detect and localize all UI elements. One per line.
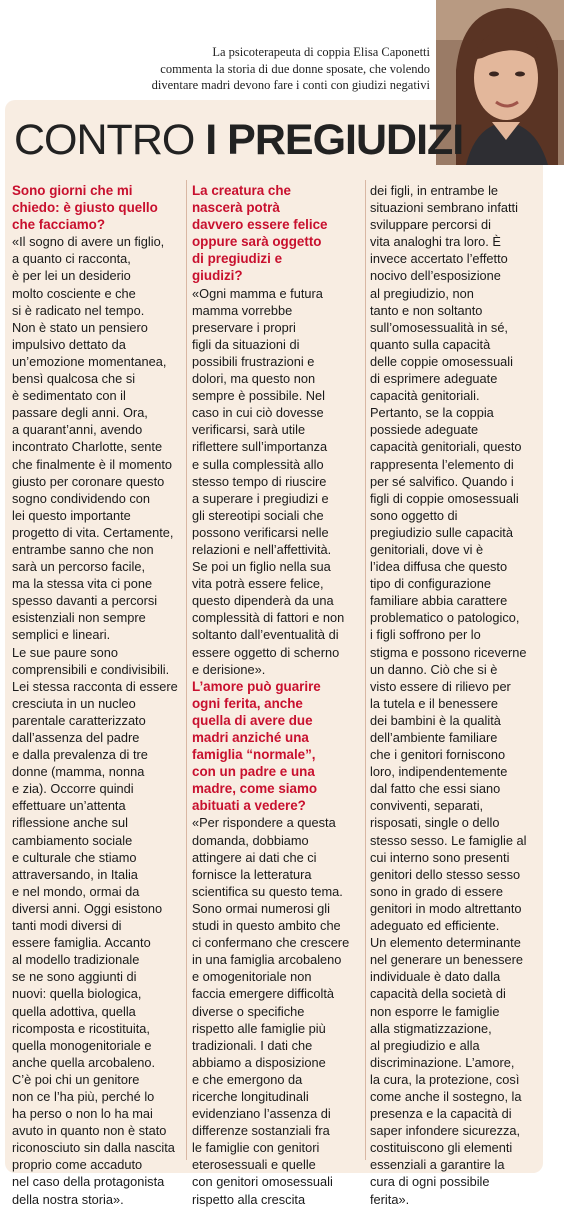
text-line: al pregiudizio, non <box>370 285 474 301</box>
text-line: sviluppare percorsi di <box>370 217 491 233</box>
text-line: bensì qualcosa che si <box>12 371 136 387</box>
text-line: sarà un percorso facile, <box>12 559 146 575</box>
text-line: semplici e lineari. <box>12 627 111 643</box>
text-line: quella adottiva, quella <box>12 1003 136 1019</box>
text-line: La creatura che <box>192 183 291 198</box>
text-line: impulsivo dettato da <box>12 336 126 352</box>
text-line: discriminazione. L’amore, <box>370 1054 515 1070</box>
text-line: conviventi, separati, <box>370 798 484 814</box>
text-line: oppure sarà oggetto <box>192 234 322 250</box>
text-line: spesso davanti a percorsi <box>12 593 158 609</box>
text-line: essere famiglia. Accanto <box>12 935 151 951</box>
text-line: a quarant’anni, avendo <box>12 422 143 438</box>
text-line: ricerche longitudinali <box>192 1088 309 1104</box>
text-line: a superare i pregiudizi e <box>192 490 329 506</box>
text-line: possiede adeguate <box>370 422 479 438</box>
text-line: passare degli anni. Ora, <box>12 405 148 421</box>
text-line: ferita». <box>370 1191 410 1207</box>
text-line: C’è poi chi un genitore <box>12 1071 140 1087</box>
text-line: relazioni e nell’affettività. <box>192 541 332 557</box>
intro-line: diventare madri devono fare i conti con giudizi negativi <box>151 78 430 92</box>
text-line: L’amore può guarire <box>192 678 321 694</box>
text-line: come anche il sostegno, la <box>370 1088 522 1104</box>
text-line: e culturale che stiamo <box>12 849 137 865</box>
text-line: le famiglie con genitori <box>192 1140 320 1156</box>
text-line: con un padre e una <box>192 764 315 780</box>
text-line: «Ogni mamma e futura <box>192 285 323 301</box>
text-line: è sedimentato con il <box>12 388 126 404</box>
text-line: abituati a vedere? <box>192 798 306 814</box>
text-line: riflettere sull’importanza <box>192 439 328 455</box>
text-line: molto cosciente e che <box>12 285 136 301</box>
text-line: genitori dello stesso sesso <box>370 866 521 882</box>
text-line: madre, come siamo <box>192 781 318 797</box>
text-line: preservare i propri <box>192 319 296 335</box>
text-line: stigma e possono riceverne <box>370 644 527 660</box>
text-line: chiedo: è giusto quello <box>12 200 158 216</box>
text-line: risposati, single o dello <box>370 815 500 831</box>
text-line: tipo di configurazione <box>370 576 491 592</box>
text-line: saper infondere sicurezza, <box>370 1123 521 1139</box>
text-line: l’idea diffusa che questo <box>370 559 508 575</box>
text-line: mamma vorrebbe <box>192 302 293 318</box>
text-line: Sono ormai numerosi gli <box>192 900 330 916</box>
text-line: non ce l’ha più, perché lo <box>12 1088 155 1104</box>
answer-3-continued <box>370 182 536 1208</box>
text-line: cresciuta in un nucleo <box>12 695 136 711</box>
intro-line: La psicoterapeuta di coppia Elisa Caponetti <box>212 45 430 59</box>
text-line: fornisce la letteratura <box>192 866 312 882</box>
text-line: donne (mamma, nonna <box>12 764 145 780</box>
intro-line: commenta la storia di due donne sposate, che volendo <box>160 61 430 76</box>
text-line: sono oggetto di <box>370 507 458 523</box>
text-line: attraversando, in Italia <box>12 866 138 882</box>
text-line: studi in questo ambito che <box>192 918 341 934</box>
text-line: diversi anni. Oggi esistono <box>12 900 163 916</box>
text-line: quella di avere due <box>192 712 313 728</box>
text-line: madri anziché una <box>192 730 309 745</box>
text-line: di esprimere adeguate <box>370 371 498 387</box>
text-line: abbiamo a disposizione <box>192 1054 326 1070</box>
text-line: questo dipenderà da una <box>192 593 334 609</box>
text-line: comprensibili e condivisibili. <box>12 661 170 677</box>
text-line: non esporre le famiglie <box>370 1003 500 1019</box>
answer-2 <box>192 285 362 678</box>
text-line: e dalla prevalenza di tre <box>12 747 148 763</box>
text-line: stesso tempo di riuscire <box>192 473 327 489</box>
text-line: dei figli, in entrambe le <box>370 183 499 198</box>
text-line: quanto sulla capacità <box>370 336 491 352</box>
text-line: dell’ambiente familiare <box>370 730 498 745</box>
text-line: essenziali a garantire la <box>370 1157 505 1173</box>
text-line: familiare abbia carattere <box>370 593 508 609</box>
text-line: un danno. Ciò che si è <box>370 661 498 677</box>
text-line: la tutela e il benessere <box>370 695 499 711</box>
text-line: cambiamento sociale <box>12 832 133 848</box>
text-line: se ne sono aggiunti di <box>12 969 137 985</box>
text-line: nel generare un benessere <box>370 952 523 968</box>
text-line: possibili frustrazioni e <box>192 353 315 369</box>
text-line: entrambe sanno che non <box>12 541 154 557</box>
text-line: Non è stato un pensiero <box>12 319 148 335</box>
text-line: Se poi un figlio nella sua <box>192 559 331 575</box>
text-line: rispetto alla crescita <box>192 1191 306 1207</box>
text-line: riflessione anche sul <box>12 815 128 831</box>
text-line: evidenziano l’assenza di <box>192 1106 331 1122</box>
headline-bold: I PREGIUDIZI <box>205 116 464 164</box>
text-line: pregiudizio sulle capacità <box>370 524 513 540</box>
text-line: attingere ai dati che ci <box>192 849 317 865</box>
text-line: di pregiudizi e <box>192 251 283 267</box>
text-line: che i genitori forniscono <box>370 747 506 763</box>
text-line: visto essere di rilievo per <box>370 678 511 694</box>
text-line: eterosessuali e quelle <box>192 1157 316 1173</box>
text-line: nocivo dell’esposizione <box>370 268 501 284</box>
text-line: tradizionali. I dati che <box>192 1037 313 1053</box>
text-line: figli di coppie omosessuali <box>370 490 519 506</box>
text-line: capacità genitoriali, questo <box>370 439 522 455</box>
text-line: e nel mondo, ormai da <box>12 883 140 899</box>
text-line: tanto e non soltanto <box>370 302 483 318</box>
text-line: per sé salvifico. Quando i <box>370 473 514 489</box>
text-line: figli da situazioni di <box>192 336 300 352</box>
text-line: e che emergono da <box>192 1071 303 1087</box>
text-line: Lei stessa racconta di essere <box>12 678 178 694</box>
text-line: genitoriali, dove vi è <box>370 541 484 557</box>
question-3 <box>192 678 362 815</box>
text-line: al modello tradizionale <box>12 952 140 968</box>
text-line: avuto in quanto non è stato <box>12 1123 167 1139</box>
text-line: caso in cui ciò dovesse <box>192 405 324 421</box>
text-line: diverse o specifiche <box>192 1003 305 1019</box>
text-line: sempre è possibile. Nel <box>192 388 326 404</box>
text-line: nuovi: quella biologica, <box>12 986 142 1002</box>
text-line: problematico o patologico, <box>370 610 520 626</box>
text-line: ci confermano che crescere <box>192 935 350 951</box>
text-line: dall’assenza del padre <box>12 730 140 745</box>
text-line: cura di ogni possibile <box>370 1174 490 1190</box>
text-line: giusto per coronare questo <box>12 473 165 489</box>
text-line: essere oggetto di scherno <box>192 644 340 660</box>
column-divider <box>186 180 187 1160</box>
text-line: e sulla complessità allo <box>192 456 324 472</box>
text-line: è per lei un desiderio <box>12 268 131 284</box>
text-line: sogno condividendo con <box>12 490 151 506</box>
text-line: davvero essere felice <box>192 217 328 233</box>
headline <box>14 112 464 172</box>
text-line: loro, indipendentemente <box>370 764 508 780</box>
text-line: giudizi? <box>192 268 243 284</box>
text-line: capacità genitoriali. <box>370 388 480 404</box>
text-line: possono verificarsi nelle <box>192 524 329 540</box>
text-line: Le sue paure sono <box>12 644 119 660</box>
text-line: alla stigmatizzazione, <box>370 1020 492 1036</box>
text-line: rispetto alle famiglie più <box>192 1020 326 1036</box>
text-line: ma la stessa vita ci pone <box>12 576 153 592</box>
column-1 <box>12 182 182 1208</box>
question-2 <box>192 182 362 285</box>
text-line: differenze sostanziali fra <box>192 1123 330 1139</box>
intro-caption <box>30 44 430 94</box>
text-line: delle coppie omosessuali <box>370 353 513 369</box>
text-line: Sono giorni che mi <box>12 183 133 198</box>
text-line: situazioni sembrano infatti <box>370 200 518 216</box>
text-line: la cura, la protezione, così <box>370 1071 520 1087</box>
text-line: riconosciuto sin dalla nascita <box>12 1140 175 1156</box>
text-line: lei questo importante <box>12 507 131 523</box>
text-line: domanda, dobbiamo <box>192 832 309 848</box>
text-line: adeguato ed efficiente. <box>370 918 500 934</box>
answer-3 <box>192 814 362 1207</box>
text-line: parentale caratterizzato <box>12 712 146 728</box>
text-line: e omogenitoriale non <box>192 969 312 985</box>
text-line: genitori in modo altrettanto <box>370 900 522 916</box>
text-line: dal fatto che essi siano <box>370 781 501 797</box>
column-divider <box>365 180 366 1160</box>
text-line: capacità della società di <box>370 986 506 1002</box>
text-line: scientifica su questo tema. <box>192 883 343 899</box>
answer-1 <box>12 233 182 1207</box>
text-line: sull’omosessualità in sé, <box>370 319 508 335</box>
text-line: dei bambini è la qualità <box>370 712 501 728</box>
text-line: Un elemento determinante <box>370 935 521 951</box>
text-line: invece accertato l’effetto <box>370 251 508 267</box>
text-line: anche quella arcobaleno. <box>12 1054 156 1070</box>
text-line: Pertanto, se la coppia <box>370 405 494 421</box>
text-line: sono in grado di essere <box>370 883 504 899</box>
text-line: costituiscono gli elementi <box>370 1140 513 1156</box>
text-line: stesso sesso. Le famiglie al <box>370 832 527 848</box>
text-line: a quanto ci racconta, <box>12 251 131 267</box>
text-line: ricomposta e ricostituita, <box>12 1020 150 1036</box>
text-line: «Il sogno di avere un figlio, <box>12 234 165 250</box>
text-line: famiglia “normale”, <box>192 747 316 763</box>
text-line: ogni ferita, anche <box>192 695 303 711</box>
text-line: e derisione». <box>192 661 266 677</box>
text-line: verificarsi, sarà utile <box>192 422 306 438</box>
text-line: della nostra storia». <box>12 1191 124 1207</box>
text-line: proprio come accaduto <box>12 1157 143 1173</box>
text-line: vita potrà essere felice, <box>192 576 324 592</box>
text-line: individuale è dato dalla <box>370 969 501 985</box>
text-line: che facciamo? <box>12 217 106 233</box>
text-line: in una famiglia arcobaleno <box>192 952 342 968</box>
column-2 <box>192 182 362 1208</box>
question-1 <box>12 182 182 233</box>
text-line: rappresenta l’elemento di <box>370 456 514 472</box>
text-line: nel caso della protagonista <box>12 1174 165 1190</box>
text-line: che finalmente è il momento <box>12 456 173 472</box>
text-line: quella monogenitoriale e <box>12 1037 152 1053</box>
text-line: tanti modi diversi di <box>12 918 122 934</box>
text-line: presenza e la capacità di <box>370 1106 512 1122</box>
text-line: progetto di vita. Certamente, <box>12 524 174 540</box>
text-line: soltanto dall’eventualità di <box>192 627 339 643</box>
text-line: cui interno sono presenti <box>370 849 510 865</box>
text-line: e zia). Occorre quindi <box>12 781 134 797</box>
text-line: dolori, ma questo non <box>192 371 316 387</box>
text-line: al pregiudizio e alla <box>370 1037 480 1053</box>
text-line: complessità di fattori e non <box>192 610 345 626</box>
text-line: i figli soffrono per lo <box>370 627 481 643</box>
text-line: un’emozione momentanea, <box>12 353 167 369</box>
text-line: con genitori omosessuali <box>192 1174 333 1190</box>
text-line: si è radicato nel tempo. <box>12 302 145 318</box>
text-line: ha perso o non lo ha mai <box>12 1106 153 1122</box>
text-line: nascerà potrà <box>192 200 280 216</box>
text-line: incontrato Charlotte, sente <box>12 439 163 455</box>
text-line: esistenziali non sempre <box>12 610 146 626</box>
text-line: gli stereotipi sociali che <box>192 507 324 523</box>
text-line: faccia emergere difficoltà <box>192 986 335 1002</box>
text-line: vita analoghi tra loro. È <box>370 234 501 250</box>
text-line: effettuare un’attenta <box>12 798 126 814</box>
headline-light: CONTRO <box>14 116 206 164</box>
column-3 <box>370 182 536 1208</box>
text-line: «Per rispondere a questa <box>192 815 336 831</box>
